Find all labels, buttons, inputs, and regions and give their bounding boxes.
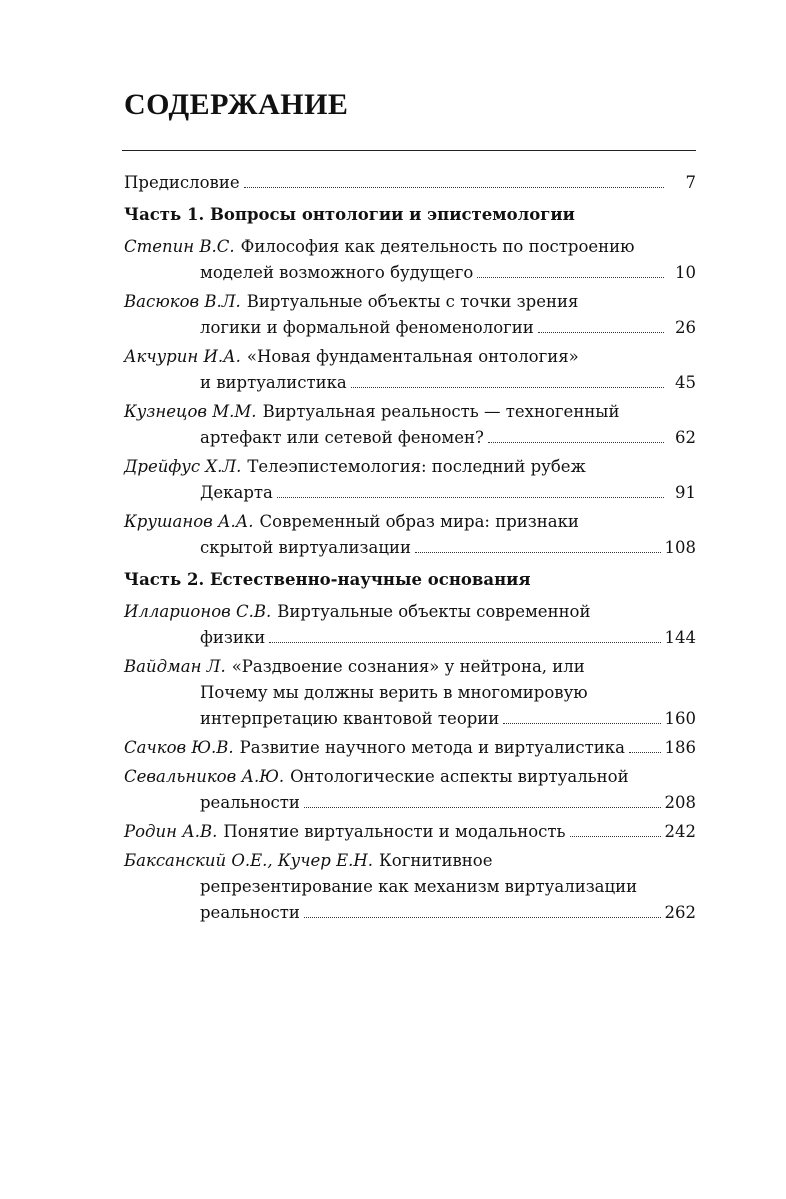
entry-author: Васюков В.Л. <box>124 292 241 311</box>
entry-title-line: реальности <box>200 903 300 922</box>
dot-leader <box>351 387 664 388</box>
entry-title-line: Телеэпистемология: последний рубеж <box>247 457 586 476</box>
page-number: 45 <box>675 373 696 392</box>
toc-entry[interactable] <box>124 509 696 561</box>
toc-entry[interactable] <box>124 599 696 651</box>
page-title: СОДЕРЖАНИЕ <box>124 88 349 121</box>
entry-author: Акчурин И.А. <box>124 347 241 366</box>
entry-line <box>124 764 696 790</box>
toc-parts <box>124 202 696 926</box>
toc-entry[interactable] <box>124 399 696 451</box>
entry-line <box>124 344 696 370</box>
entry-author: Дрейфус Х.Л. <box>124 457 242 476</box>
dot-leader <box>629 752 661 753</box>
entry-author: Степин В.С. <box>124 237 235 256</box>
entry-line <box>124 535 696 561</box>
toc-entry[interactable] <box>124 344 696 396</box>
entry-line <box>124 625 696 651</box>
entry-title-line: Развитие научного метода и виртуалистика <box>239 738 625 757</box>
entry-line <box>124 654 696 680</box>
entry-title-line: «Раздвоение сознания» у нейтрона, или <box>231 657 585 676</box>
dot-leader <box>244 187 664 188</box>
toc-entry[interactable] <box>124 654 696 732</box>
entry-author: Вайдман Л. <box>124 657 226 676</box>
dot-leader <box>488 442 664 443</box>
part-heading: Часть 2. Естественно-научные основания <box>124 570 531 589</box>
entry-line <box>124 480 696 506</box>
entry-title-line: физики <box>200 628 266 647</box>
dot-leader <box>304 917 661 918</box>
page-number: 108 <box>664 538 696 557</box>
entry-title-line: «Новая фундаментальная онтология» <box>246 347 579 366</box>
entry-line <box>124 735 696 761</box>
entry-line <box>124 399 696 425</box>
entry-title-line: Онтологические аспекты виртуальной <box>290 767 629 786</box>
dot-leader <box>415 552 661 553</box>
page-number: 7 <box>685 173 696 192</box>
page-number: 10 <box>675 263 696 282</box>
entry-line <box>124 599 696 625</box>
entry-title-line: Современный образ мира: признаки <box>259 512 579 531</box>
table-of-contents <box>124 170 696 929</box>
toc-entry[interactable] <box>124 819 696 845</box>
toc-entry[interactable] <box>124 735 696 761</box>
entry-line <box>124 790 696 816</box>
dot-leader <box>570 836 661 837</box>
dot-leader <box>277 497 664 498</box>
entry-title-line: логики и формальной феноменологии <box>200 318 534 337</box>
page-number: 62 <box>675 428 696 447</box>
entry-title-line: Понятие виртуальности и модальность <box>223 822 566 841</box>
entry-line <box>124 874 696 900</box>
page-number: 160 <box>664 709 696 728</box>
entry-line <box>124 425 696 451</box>
entry-author: Кузнецов М.М. <box>124 402 257 421</box>
entry-line <box>124 315 696 341</box>
entry-line <box>124 260 696 286</box>
entry-title-line: Когнитивное <box>379 851 493 870</box>
entry-title-line: Виртуальные объекты современной <box>277 602 591 621</box>
entry-title-line: Декарта <box>200 483 273 502</box>
entry-line <box>124 680 696 706</box>
part-heading: Часть 1. Вопросы онтологии и эпистемологии <box>124 205 575 224</box>
entry-line <box>124 234 696 260</box>
entry-line <box>124 706 696 732</box>
entry-line <box>124 848 696 874</box>
page-number: 26 <box>675 318 696 337</box>
dot-leader <box>538 332 664 333</box>
entry-title-line: моделей возможного будущего <box>200 263 474 282</box>
entry-line <box>124 289 696 315</box>
entry-title: Предисловие <box>124 173 240 192</box>
entry-line <box>124 900 696 926</box>
dot-leader <box>269 642 660 643</box>
entry-line <box>124 819 696 845</box>
dot-leader <box>304 807 661 808</box>
entry-line <box>124 370 696 396</box>
toc-entry[interactable] <box>124 764 696 816</box>
page-number: 144 <box>664 628 696 647</box>
page-number: 242 <box>664 822 696 841</box>
entry-title-line: скрытой виртуализации <box>200 538 411 557</box>
entry-title-line: Виртуальная реальность — техногенный <box>262 402 620 421</box>
entry-title-line: Философия как деятельность по построению <box>240 237 635 256</box>
entry-title-line: Почему мы должны верить в многомировую <box>200 683 588 702</box>
page-number: 186 <box>664 738 696 757</box>
toc-entry-preface[interactable] <box>124 170 696 196</box>
page-number: 262 <box>664 903 696 922</box>
entry-author: Илларионов С.В. <box>124 602 272 621</box>
entry-title-line: репрезентирование как механизм виртуализации <box>200 877 638 896</box>
toc-entry[interactable] <box>124 848 696 926</box>
entry-line <box>124 509 696 535</box>
entry-title-line: реальности <box>200 793 300 812</box>
entry-title-line: артефакт или сетевой феномен? <box>200 428 484 447</box>
title-divider <box>122 150 696 151</box>
dot-leader <box>477 277 664 278</box>
dot-leader <box>503 723 660 724</box>
entry-line <box>124 454 696 480</box>
entry-author: Крушанов А.А. <box>124 512 254 531</box>
entry-title-line: Виртуальные объекты с точки зрения <box>246 292 579 311</box>
entry-title-line: и виртуалистика <box>200 373 347 392</box>
entry-author: Родин А.В. <box>124 822 218 841</box>
toc-entry[interactable] <box>124 289 696 341</box>
entry-author: Севальников А.Ю. <box>124 767 285 786</box>
toc-entry[interactable] <box>124 234 696 286</box>
entry-title-line: интерпретацию квантовой теории <box>200 709 500 728</box>
toc-entry[interactable] <box>124 454 696 506</box>
entry-author: Баксанский О.Е., Кучер Е.Н. <box>124 851 374 870</box>
page-number: 208 <box>664 793 696 812</box>
entry-author: Сачков Ю.В. <box>124 738 234 757</box>
page-number: 91 <box>675 483 696 502</box>
